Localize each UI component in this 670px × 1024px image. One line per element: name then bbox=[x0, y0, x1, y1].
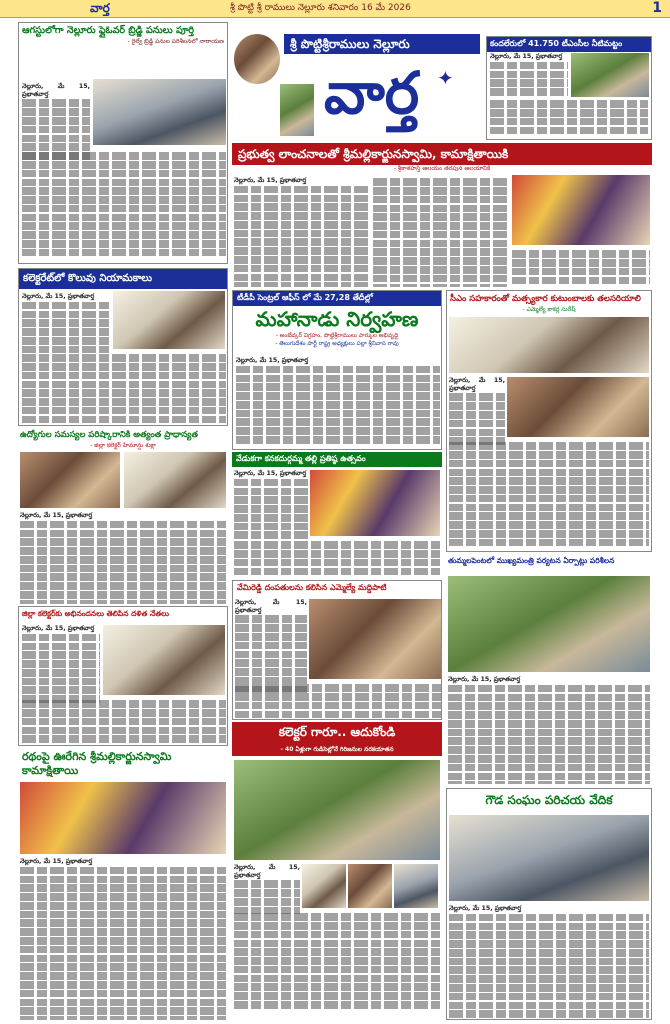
story-goud-headline: గౌడ సంఘం పరిచయ వేదిక bbox=[485, 793, 613, 807]
collectorate-photo bbox=[113, 291, 225, 349]
story-tribal: కలెక్టర్ గారూ.. ఆదుకోండి - 40 ఏళ్లుగా గుడిసెల్లోనే గిరిజనుల నరకయాతన నెల్లూరు, మే 15, ప్రభాతవార్త bbox=[232, 722, 442, 1020]
employees-photo-1 bbox=[20, 452, 120, 508]
story-employees-headline: ఉద్యోగుల సమస్యల పరిష్కారానికి అత్యంత ప్రాధాన్యత bbox=[20, 430, 198, 440]
story-mahanadu-kicker: టీడీపీ సెంట్రల్ ఆఫీస్ లో మే 27,28 తేదీల్లో bbox=[233, 291, 441, 306]
mini-logo: వార్త bbox=[90, 1, 110, 15]
story-collectorate-headline: కలెక్టరేట్‌లో కొలువు నియామకాలు bbox=[19, 269, 227, 289]
masthead-logo: వార్త bbox=[324, 59, 420, 127]
story-mahanadu-headline: మహానాడు నిర్వహణ bbox=[255, 307, 419, 331]
dalit-leaders-photo bbox=[103, 625, 225, 695]
tribal-person-photo-2 bbox=[348, 864, 392, 908]
fishermen-photo-2 bbox=[507, 377, 649, 437]
story-kandaleru-headline: కందలేరులో 41.750 టీఎంసీల నీటిమట్టం bbox=[487, 37, 651, 52]
story-mahanadu-sub1: - అంబేద్కర్ విగ్రహం, పొట్టిశ్రీరాములు పార్కుల అభివృద్ధి bbox=[275, 333, 399, 339]
star-icon: ✦ bbox=[437, 66, 454, 90]
vemireddy-photo bbox=[309, 599, 441, 679]
edition-title: శ్రీ పొట్టిశ్రీరాములు నెల్లూరు bbox=[284, 34, 480, 54]
story-chariot: రథంపై ఊరేగిన శ్రీమల్లికార్జునస్వామి కామాక్షితాయి నెల్లూరు, మే 15, ప్రభాతవార్త bbox=[18, 748, 228, 1020]
story-vemireddy-headline: వేమిరెడ్డి దంపతులను కలిసిన ఎమ్మెల్యే మద్దిపాటి bbox=[237, 583, 387, 592]
date-line: శ్రీ పొట్టి శ్రీ రాములు నెల్లూరు శనివారం 16 మే 2026 bbox=[230, 3, 411, 13]
chariot-photo bbox=[20, 782, 226, 854]
top-bar bbox=[0, 0, 670, 18]
story-temple-sub: - శ్రీకాళహస్తి ఆలయం తరపున ఆలయానికి bbox=[393, 165, 491, 172]
temple-ceremony-photo bbox=[512, 175, 650, 245]
temple-photo bbox=[280, 84, 314, 136]
story-flyover bbox=[18, 22, 228, 264]
masthead bbox=[232, 24, 482, 142]
story-mahanadu-sub2: - తెలుగుదేశం పార్టీ రాష్ట్ర అధ్యక్షులు పల్లా శ్రీనివాస రావు bbox=[275, 341, 399, 347]
story-cm-visit: తుమ్మలపెంటలో ముఖ్యమంత్రి పర్యటన ఏర్పాట్లు పరిశీలన నెల్లూరు, మే 15, ప్రభాతవార్త bbox=[446, 554, 652, 784]
story-kandaleru: కందలేరులో 41.750 టీఎంసీల నీటిమట్టం నెల్లూరు, మే 15, ప్రభాతవార్త bbox=[486, 36, 652, 140]
story-dalit-headline: జిల్లా కలెక్టర్‌కు అభినందనలు తెలిపిన దళిత నేతలు bbox=[22, 609, 169, 618]
story-tribal-headline: కలెక్టర్ గారూ.. ఆదుకోండి bbox=[232, 722, 442, 745]
story-tribal-sub: - 40 ఏళ్లుగా గుడిసెల్లోనే గిరిజనుల నరకయాతన bbox=[232, 745, 442, 756]
story-dateline: నెల్లూరు, మే 15, ప్రభాతవార్త bbox=[22, 83, 90, 98]
story-fishermen: సీఎం సహకారంతో మత్స్యకార కుటుంబాలకు తలసరియాలి - ఎమ్మెల్యే కాకర్ల సురేష్ నెల్లూరు, మే 15, ప్రభాతవార్త bbox=[446, 290, 652, 552]
leader-photo bbox=[234, 34, 280, 84]
tribal-person-photo-1 bbox=[302, 864, 346, 908]
story-flyover-headline: ఆగస్టులోగా నెల్లూరు ఫ్లైఓవర్ బ్రిడ్జి పనులు పూర్తి bbox=[22, 25, 195, 36]
story-collectorate: కలెక్టరేట్‌లో కొలువు నియామకాలు నెల్లూరు, మే 15, ప్రభాతవార్త bbox=[18, 268, 228, 426]
reservoir-photo bbox=[571, 53, 649, 97]
story-kanakadurga-headline: వేడుకగా కనకదుర్గమ్మ తల్లి ప్రతిష్ఠ ఉత్సవం bbox=[232, 452, 442, 467]
story-employees: ఉద్యోగుల సమస్యల పరిష్కారానికి అత్యంత ప్రాధాన్యత - జిల్లా కలెక్టర్ హిమాన్షు శుక్లా నెల్లూరు, మే 15, ప్రభాతవార్త bbox=[18, 428, 228, 604]
story-temple: - శ్రీకాళహస్తి ఆలయం తరపున ఆలయానికి నెల్లూరు, మే 15, ప్రభాతవార్త bbox=[232, 165, 652, 287]
story-temple-headline: ప్రభుత్వ లాంచనాలతో శ్రీమల్లికార్జునస్వామి, కామాక్షితాయికి bbox=[232, 143, 652, 165]
story-employees-sub: - జిల్లా కలెక్టర్ హిమాన్షు శుక్లా bbox=[90, 442, 156, 449]
photo-flyover bbox=[93, 79, 226, 145]
story-flyover-sub: - రైల్వే బ్రిడ్జి పనుల పరిశీలనలో నారాయణ bbox=[127, 38, 224, 45]
tribal-person-photo-3 bbox=[394, 864, 438, 908]
story-dalit-leaders: జిల్లా కలెక్టర్‌కు అభినందనలు తెలిపిన దళిత నేతలు నెల్లూరు, మే 15, ప్రభాతవార్త bbox=[18, 606, 228, 746]
kanakadurga-photo bbox=[310, 470, 440, 536]
story-cm-visit-headline: తుమ్మలపెంటలో ముఖ్యమంత్రి పర్యటన ఏర్పాట్లు పరిశీలన bbox=[448, 556, 615, 565]
tribal-huts-photo bbox=[234, 760, 440, 860]
story-fishermen-sub: - ఎమ్మెల్యే కాకర్ల సురేష్ bbox=[522, 306, 576, 313]
employees-photo-2 bbox=[124, 452, 226, 508]
story-mahanadu: టీడీపీ సెంట్రల్ ఆఫీస్ లో మే 27,28 తేదీల్లో మహానాడు నిర్వహణ - అంబేద్కర్ విగ్రహం, పొట్టిశ్రీరాములు పార్కుల అభివృద్ధి - తెలుగుదేశం పార్టీ రాష్ట్ర అధ్యక్షులు పల్లా శ్రీనివాస రావు నెల్లూరు, మే 15, ప్రభాతవార్త bbox=[232, 290, 442, 450]
story-chariot-headline: రథంపై ఊరేగిన శ్రీమల్లికార్జునస్వామి కామాక్షితాయి bbox=[22, 750, 172, 777]
story-goud: గౌడ సంఘం పరిచయ వేదిక నెల్లూరు, మే 15, ప్రభాతవార్త bbox=[446, 788, 652, 1020]
page-number: 1 bbox=[652, 0, 662, 16]
cm-visit-photo bbox=[448, 576, 650, 672]
goud-photo bbox=[449, 815, 649, 901]
story-kanakadurga: వేడుకగా కనకదుర్గమ్మ తల్లి ప్రతిష్ఠ ఉత్సవం నెల్లూరు, మే 15, ప్రభాతవార్త bbox=[232, 452, 442, 578]
story-fishermen-headline: సీఎం సహకారంతో మత్స్యకార కుటుంబాలకు తలసరియాలి bbox=[450, 294, 641, 304]
story-vemireddy: వేమిరెడ్డి దంపతులను కలిసిన ఎమ్మెల్యే మద్దిపాటి నెల్లూరు, మే 15, ప్రభాతవార్త bbox=[232, 580, 442, 720]
fishermen-photo-1 bbox=[449, 317, 649, 373]
